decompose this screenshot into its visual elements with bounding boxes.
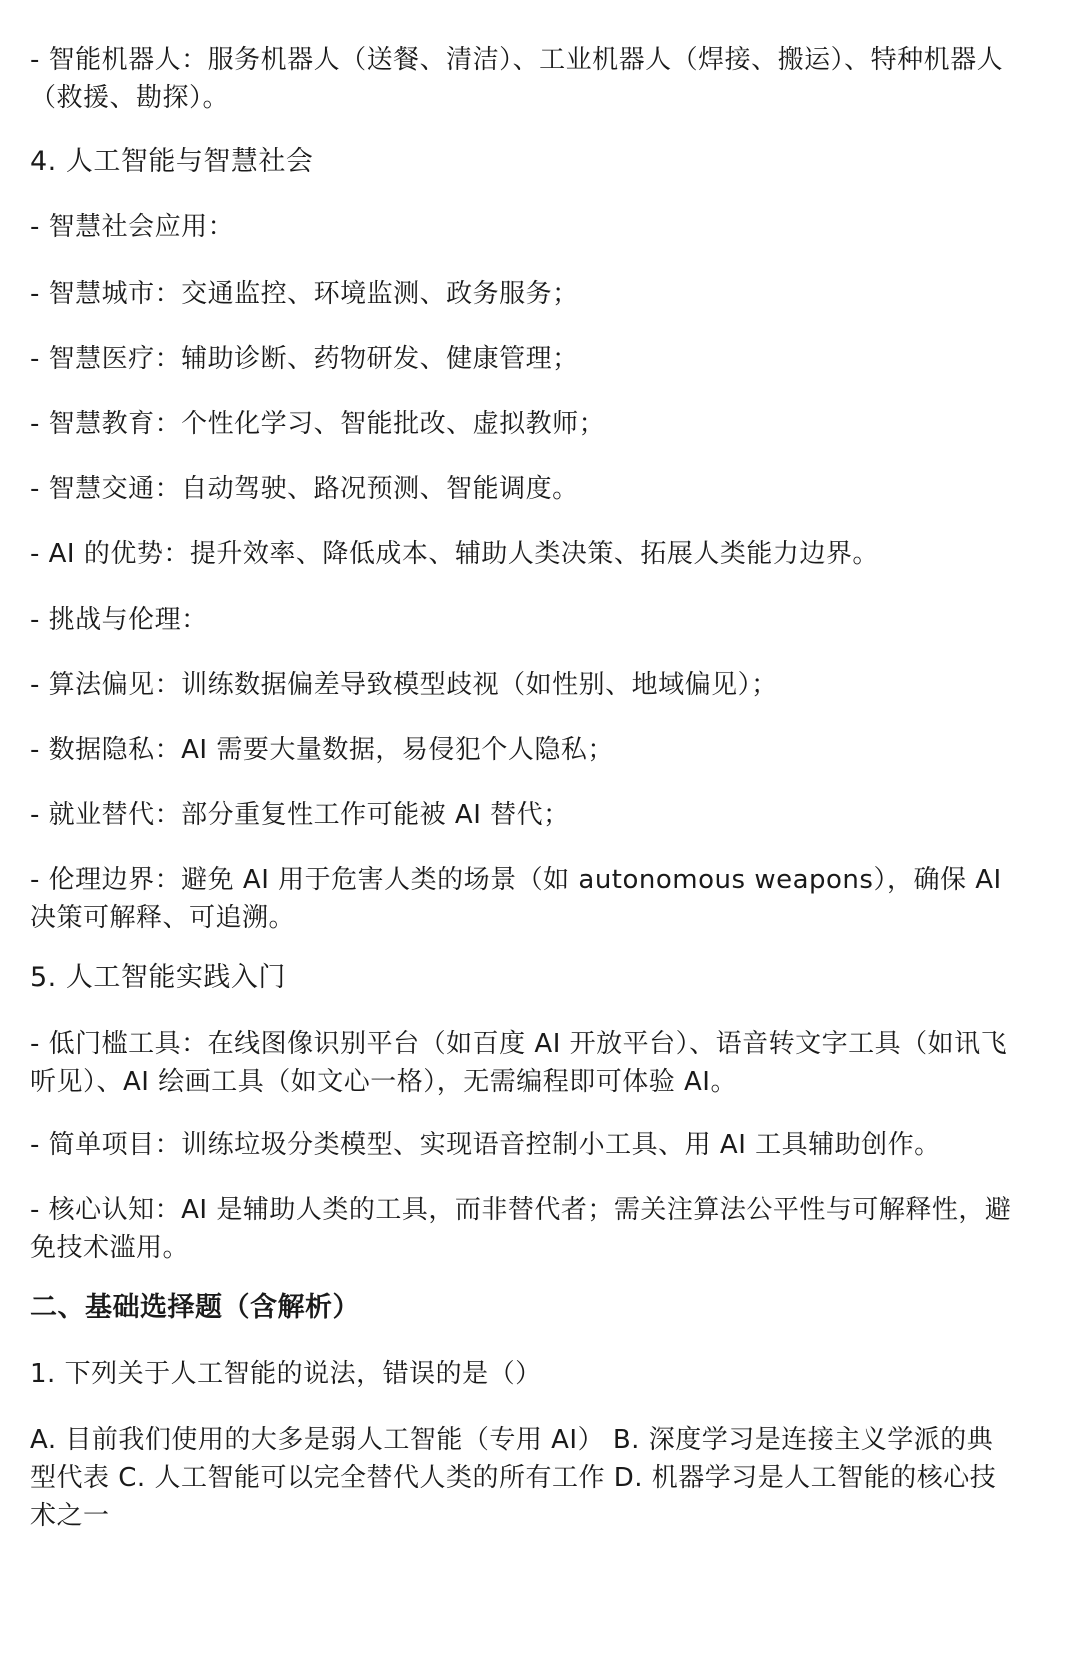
paragraph-smart-transport: - 智慧交通：自动驾驶、路况预测、智能调度。 (30, 474, 579, 504)
paragraph-ethical-boundaries: - 伦理边界：避免 AI 用于危害人类的场景（如 autonomous weapons），确保 AI 决策可解释、可追溯。 (30, 865, 1002, 933)
paragraph-smart-education: - 智慧教育：个性化学习、智能批改、虚拟教师； (30, 409, 606, 439)
question-1-stem: 1. 下列关于人工智能的说法，错误的是（） (30, 1359, 542, 1389)
question-1-options: A. 目前我们使用的大多是弱人工智能（专用 AI） B. 深度学习是连接主义学派的典型代表 C. 人工智能可以完全替代人类的所有工作 D. 机器学习是人工智能的核心技术之一 (30, 1425, 997, 1531)
paragraph-simple-projects: - 简单项目：训练垃圾分类模型、实现语音控制小工具、用 AI 工具辅助创作。 (30, 1130, 941, 1160)
paragraph-algorithm-bias: - 算法偏见：训练数据偏差导致模型歧视（如性别、地域偏见）； (30, 670, 778, 700)
section-heading-4: 4. 人工智能与智慧社会 (30, 146, 314, 177)
paragraph-intelligent-robots: - 智能机器人：服务机器人（送餐、清洁）、工业机器人（焊接、搬运）、特种机器人（救援、勘探）。 (30, 45, 1004, 113)
paragraph-job-replacement: - 就业替代：部分重复性工作可能被 AI 替代； (30, 800, 570, 830)
paragraph-smart-society-applications: - 智慧社会应用： (30, 212, 235, 242)
paragraph-smart-city: - 智慧城市：交通监控、环境监测、政务服务； (30, 279, 579, 309)
paragraph-low-barrier-tools: - 低门槛工具：在线图像识别平台（如百度 AI 开放平台）、语音转文字工具（如讯飞听见）、AI 绘画工具（如文心一格），无需编程即可体验 AI。 (30, 1029, 1008, 1097)
paragraph-challenges-ethics: - 挑战与伦理： (30, 605, 208, 635)
paragraph-core-understanding: - 核心认知：AI 是辅助人类的工具，而非替代者；需关注算法公平性与可解释性，避免技术滥用。 (30, 1195, 1012, 1263)
document-page (30, 0, 1020, 1678)
paragraph-data-privacy: - 数据隐私：AI 需要大量数据，易侵犯个人隐私； (30, 735, 614, 765)
section-heading-basic-choice: 二、基础选择题（含解析） (30, 1292, 360, 1323)
paragraph-smart-healthcare: - 智慧医疗：辅助诊断、药物研发、健康管理； (30, 344, 579, 374)
section-heading-5: 5. 人工智能实践入门 (30, 962, 286, 993)
paragraph-ai-advantages: - AI 的优势：提升效率、降低成本、辅助人类决策、拓展人类能力边界。 (30, 539, 879, 569)
